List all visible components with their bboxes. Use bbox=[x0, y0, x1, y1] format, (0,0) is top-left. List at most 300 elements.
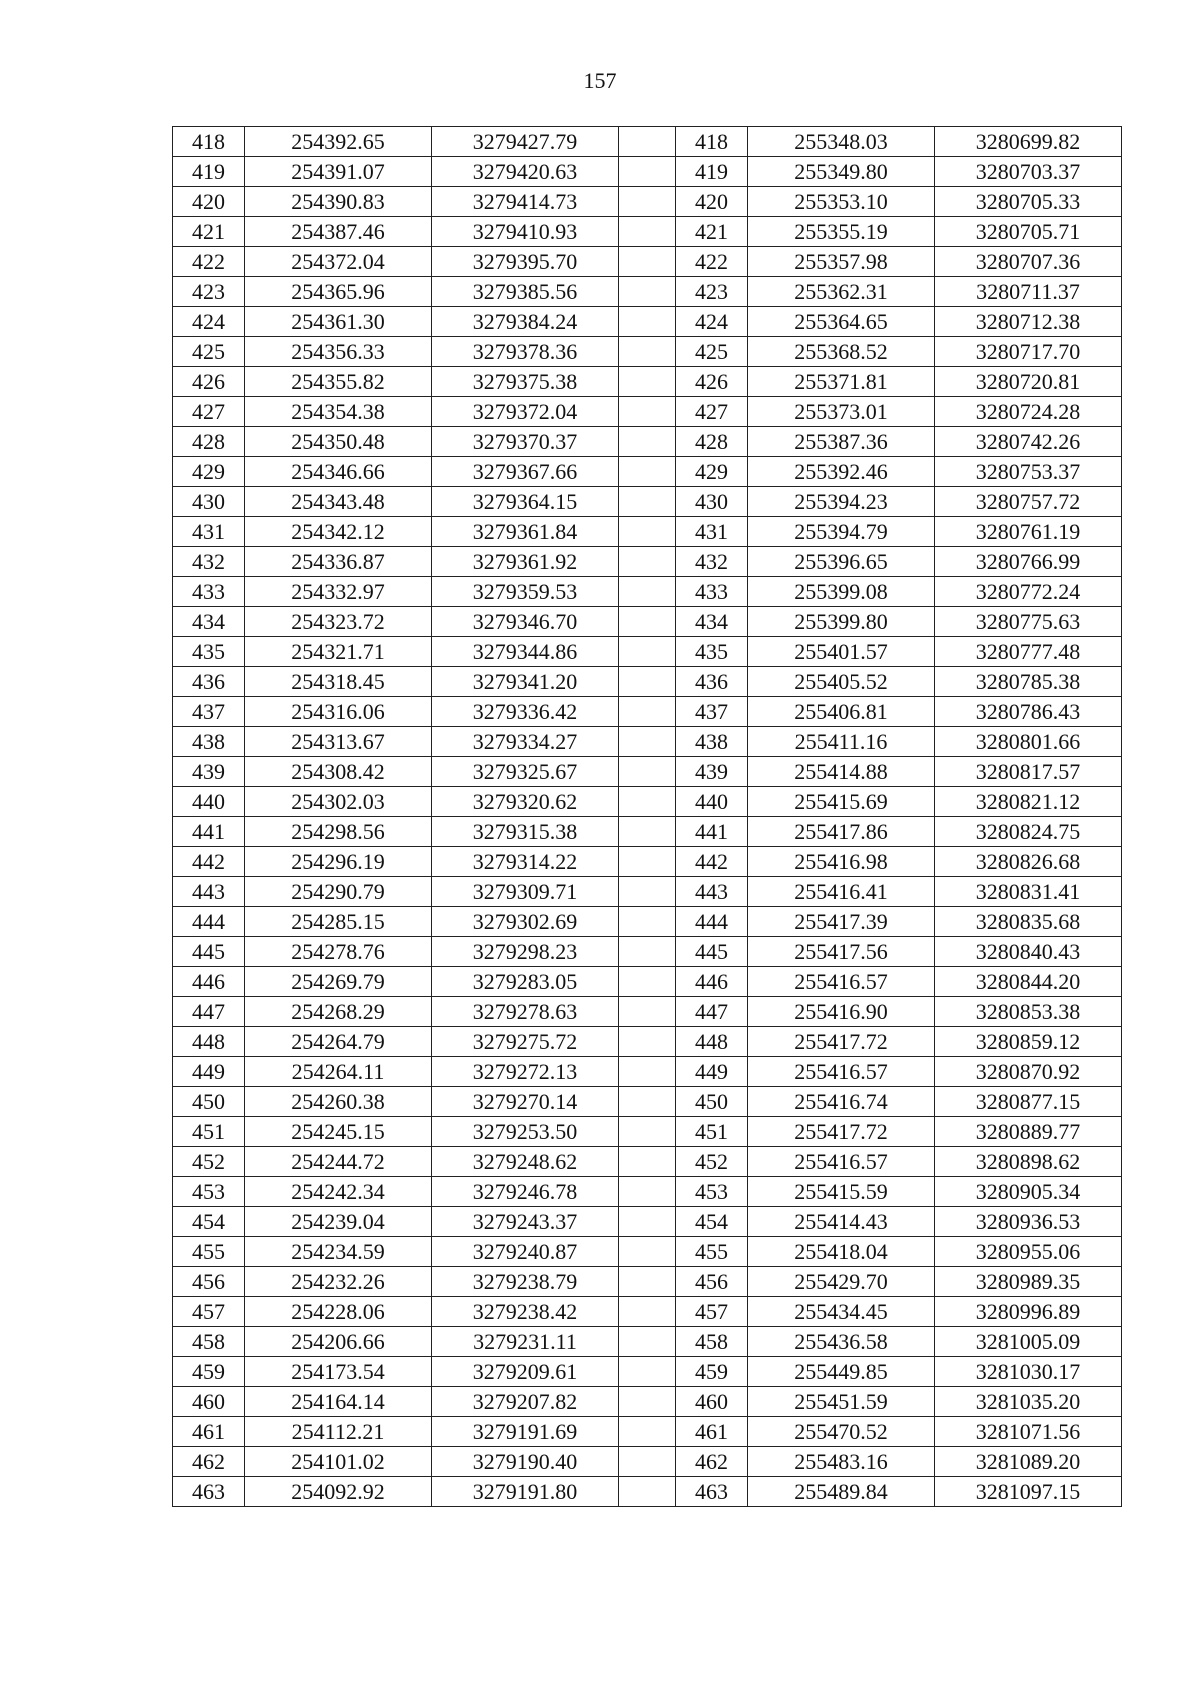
left-x-coordinate-cell: 254228.06 bbox=[245, 1297, 432, 1327]
left-point-number-cell: 454 bbox=[173, 1207, 245, 1237]
left-x-coordinate-cell: 254323.72 bbox=[245, 607, 432, 637]
right-y-coordinate-cell: 3280775.63 bbox=[935, 607, 1122, 637]
right-point-number-cell: 457 bbox=[676, 1297, 748, 1327]
spacer-cell bbox=[619, 1387, 676, 1417]
right-x-coordinate-cell: 255415.69 bbox=[748, 787, 935, 817]
left-y-coordinate-cell: 3279190.40 bbox=[432, 1447, 619, 1477]
left-point-number-cell: 441 bbox=[173, 817, 245, 847]
table-row bbox=[173, 367, 1122, 397]
left-y-coordinate-cell: 3279378.36 bbox=[432, 337, 619, 367]
left-y-coordinate-cell: 3279275.72 bbox=[432, 1027, 619, 1057]
table-row bbox=[173, 1087, 1122, 1117]
right-x-coordinate-cell: 255417.72 bbox=[748, 1027, 935, 1057]
right-y-coordinate-cell: 3280821.12 bbox=[935, 787, 1122, 817]
left-y-coordinate-cell: 3279367.66 bbox=[432, 457, 619, 487]
right-y-coordinate-cell: 3280889.77 bbox=[935, 1117, 1122, 1147]
spacer-cell bbox=[619, 367, 676, 397]
right-point-number-cell: 424 bbox=[676, 307, 748, 337]
right-y-coordinate-cell: 3280705.33 bbox=[935, 187, 1122, 217]
right-y-coordinate-cell: 3280898.62 bbox=[935, 1147, 1122, 1177]
left-x-coordinate-cell: 254361.30 bbox=[245, 307, 432, 337]
right-point-number-cell: 447 bbox=[676, 997, 748, 1027]
right-y-coordinate-cell: 3280853.38 bbox=[935, 997, 1122, 1027]
left-x-coordinate-cell: 254372.04 bbox=[245, 247, 432, 277]
left-point-number-cell: 427 bbox=[173, 397, 245, 427]
table-row bbox=[173, 727, 1122, 757]
right-y-coordinate-cell: 3280757.72 bbox=[935, 487, 1122, 517]
right-y-coordinate-cell: 3281035.20 bbox=[935, 1387, 1122, 1417]
right-point-number-cell: 462 bbox=[676, 1447, 748, 1477]
table-row bbox=[173, 907, 1122, 937]
left-point-number-cell: 453 bbox=[173, 1177, 245, 1207]
spacer-cell bbox=[619, 787, 676, 817]
right-x-coordinate-cell: 255349.80 bbox=[748, 157, 935, 187]
left-x-coordinate-cell: 254285.15 bbox=[245, 907, 432, 937]
right-x-coordinate-cell: 255357.98 bbox=[748, 247, 935, 277]
left-x-coordinate-cell: 254316.06 bbox=[245, 697, 432, 727]
right-x-coordinate-cell: 255364.65 bbox=[748, 307, 935, 337]
right-point-number-cell: 437 bbox=[676, 697, 748, 727]
spacer-cell bbox=[619, 1057, 676, 1087]
left-point-number-cell: 462 bbox=[173, 1447, 245, 1477]
left-y-coordinate-cell: 3279253.50 bbox=[432, 1117, 619, 1147]
right-y-coordinate-cell: 3280699.82 bbox=[935, 127, 1122, 157]
table-row bbox=[173, 697, 1122, 727]
left-x-coordinate-cell: 254321.71 bbox=[245, 637, 432, 667]
left-point-number-cell: 463 bbox=[173, 1477, 245, 1507]
left-point-number-cell: 423 bbox=[173, 277, 245, 307]
table-row bbox=[173, 1417, 1122, 1447]
right-point-number-cell: 460 bbox=[676, 1387, 748, 1417]
left-y-coordinate-cell: 3279302.69 bbox=[432, 907, 619, 937]
left-y-coordinate-cell: 3279246.78 bbox=[432, 1177, 619, 1207]
left-y-coordinate-cell: 3279298.23 bbox=[432, 937, 619, 967]
right-x-coordinate-cell: 255416.74 bbox=[748, 1087, 935, 1117]
spacer-cell bbox=[619, 397, 676, 427]
left-point-number-cell: 444 bbox=[173, 907, 245, 937]
table-row bbox=[173, 217, 1122, 247]
table-row bbox=[173, 307, 1122, 337]
left-y-coordinate-cell: 3279209.61 bbox=[432, 1357, 619, 1387]
left-x-coordinate-cell: 254268.29 bbox=[245, 997, 432, 1027]
left-y-coordinate-cell: 3279385.56 bbox=[432, 277, 619, 307]
left-y-coordinate-cell: 3279231.11 bbox=[432, 1327, 619, 1357]
page-number: 157 bbox=[583, 68, 617, 93]
spacer-cell bbox=[619, 637, 676, 667]
right-x-coordinate-cell: 255414.43 bbox=[748, 1207, 935, 1237]
table-row bbox=[173, 157, 1122, 187]
right-y-coordinate-cell: 3280707.36 bbox=[935, 247, 1122, 277]
left-y-coordinate-cell: 3279344.86 bbox=[432, 637, 619, 667]
left-x-coordinate-cell: 254350.48 bbox=[245, 427, 432, 457]
right-point-number-cell: 441 bbox=[676, 817, 748, 847]
table-row bbox=[173, 577, 1122, 607]
left-point-number-cell: 461 bbox=[173, 1417, 245, 1447]
left-x-coordinate-cell: 254242.34 bbox=[245, 1177, 432, 1207]
right-point-number-cell: 434 bbox=[676, 607, 748, 637]
spacer-cell bbox=[619, 997, 676, 1027]
left-point-number-cell: 426 bbox=[173, 367, 245, 397]
left-point-number-cell: 418 bbox=[173, 127, 245, 157]
right-x-coordinate-cell: 255405.52 bbox=[748, 667, 935, 697]
left-point-number-cell: 422 bbox=[173, 247, 245, 277]
table-row bbox=[173, 1117, 1122, 1147]
right-y-coordinate-cell: 3280772.24 bbox=[935, 577, 1122, 607]
spacer-cell bbox=[619, 1327, 676, 1357]
left-point-number-cell: 452 bbox=[173, 1147, 245, 1177]
left-y-coordinate-cell: 3279346.70 bbox=[432, 607, 619, 637]
table-row bbox=[173, 817, 1122, 847]
right-x-coordinate-cell: 255399.08 bbox=[748, 577, 935, 607]
left-y-coordinate-cell: 3279427.79 bbox=[432, 127, 619, 157]
table-row bbox=[173, 1207, 1122, 1237]
right-point-number-cell: 428 bbox=[676, 427, 748, 457]
right-point-number-cell: 440 bbox=[676, 787, 748, 817]
left-x-coordinate-cell: 254164.14 bbox=[245, 1387, 432, 1417]
right-x-coordinate-cell: 255392.46 bbox=[748, 457, 935, 487]
right-y-coordinate-cell: 3280786.43 bbox=[935, 697, 1122, 727]
left-x-coordinate-cell: 254391.07 bbox=[245, 157, 432, 187]
spacer-cell bbox=[619, 1027, 676, 1057]
left-y-coordinate-cell: 3279314.22 bbox=[432, 847, 619, 877]
left-point-number-cell: 443 bbox=[173, 877, 245, 907]
right-y-coordinate-cell: 3281071.56 bbox=[935, 1417, 1122, 1447]
left-y-coordinate-cell: 3279361.84 bbox=[432, 517, 619, 547]
right-point-number-cell: 443 bbox=[676, 877, 748, 907]
spacer-cell bbox=[619, 1447, 676, 1477]
spacer-cell bbox=[619, 547, 676, 577]
left-point-number-cell: 448 bbox=[173, 1027, 245, 1057]
left-x-coordinate-cell: 254264.11 bbox=[245, 1057, 432, 1087]
table-row bbox=[173, 937, 1122, 967]
right-point-number-cell: 448 bbox=[676, 1027, 748, 1057]
left-point-number-cell: 430 bbox=[173, 487, 245, 517]
spacer-cell bbox=[619, 187, 676, 217]
spacer-cell bbox=[619, 727, 676, 757]
spacer-cell bbox=[619, 937, 676, 967]
table-row bbox=[173, 637, 1122, 667]
right-x-coordinate-cell: 255483.16 bbox=[748, 1447, 935, 1477]
table-row bbox=[173, 967, 1122, 997]
right-point-number-cell: 459 bbox=[676, 1357, 748, 1387]
right-y-coordinate-cell: 3280705.71 bbox=[935, 217, 1122, 247]
left-x-coordinate-cell: 254244.72 bbox=[245, 1147, 432, 1177]
table-row bbox=[173, 427, 1122, 457]
table-row bbox=[173, 607, 1122, 637]
right-point-number-cell: 453 bbox=[676, 1177, 748, 1207]
right-x-coordinate-cell: 255416.57 bbox=[748, 967, 935, 997]
left-y-coordinate-cell: 3279384.24 bbox=[432, 307, 619, 337]
right-y-coordinate-cell: 3280717.70 bbox=[935, 337, 1122, 367]
left-y-coordinate-cell: 3279191.80 bbox=[432, 1477, 619, 1507]
table-row bbox=[173, 1447, 1122, 1477]
right-point-number-cell: 439 bbox=[676, 757, 748, 787]
spacer-cell bbox=[619, 337, 676, 367]
right-y-coordinate-cell: 3281030.17 bbox=[935, 1357, 1122, 1387]
right-x-coordinate-cell: 255417.39 bbox=[748, 907, 935, 937]
right-x-coordinate-cell: 255416.57 bbox=[748, 1147, 935, 1177]
right-y-coordinate-cell: 3280936.53 bbox=[935, 1207, 1122, 1237]
table-row bbox=[173, 397, 1122, 427]
spacer-cell bbox=[619, 577, 676, 607]
left-x-coordinate-cell: 254356.33 bbox=[245, 337, 432, 367]
spacer-cell bbox=[619, 307, 676, 337]
right-point-number-cell: 456 bbox=[676, 1267, 748, 1297]
table-row bbox=[173, 1057, 1122, 1087]
left-point-number-cell: 420 bbox=[173, 187, 245, 217]
right-point-number-cell: 461 bbox=[676, 1417, 748, 1447]
left-x-coordinate-cell: 254239.04 bbox=[245, 1207, 432, 1237]
right-y-coordinate-cell: 3280870.92 bbox=[935, 1057, 1122, 1087]
right-point-number-cell: 445 bbox=[676, 937, 748, 967]
left-x-coordinate-cell: 254343.48 bbox=[245, 487, 432, 517]
left-y-coordinate-cell: 3279278.63 bbox=[432, 997, 619, 1027]
coordinates-table bbox=[172, 126, 1122, 1507]
left-point-number-cell: 429 bbox=[173, 457, 245, 487]
right-point-number-cell: 431 bbox=[676, 517, 748, 547]
table-row bbox=[173, 667, 1122, 697]
left-x-coordinate-cell: 254112.21 bbox=[245, 1417, 432, 1447]
right-x-coordinate-cell: 255416.41 bbox=[748, 877, 935, 907]
left-y-coordinate-cell: 3279364.15 bbox=[432, 487, 619, 517]
right-y-coordinate-cell: 3280826.68 bbox=[935, 847, 1122, 877]
right-y-coordinate-cell: 3280703.37 bbox=[935, 157, 1122, 187]
left-point-number-cell: 456 bbox=[173, 1267, 245, 1297]
right-x-coordinate-cell: 255414.88 bbox=[748, 757, 935, 787]
table-row bbox=[173, 1237, 1122, 1267]
left-x-coordinate-cell: 254302.03 bbox=[245, 787, 432, 817]
right-point-number-cell: 463 bbox=[676, 1477, 748, 1507]
right-x-coordinate-cell: 255449.85 bbox=[748, 1357, 935, 1387]
spacer-cell bbox=[619, 847, 676, 877]
right-x-coordinate-cell: 255434.45 bbox=[748, 1297, 935, 1327]
spacer-cell bbox=[619, 157, 676, 187]
left-y-coordinate-cell: 3279375.38 bbox=[432, 367, 619, 397]
right-point-number-cell: 422 bbox=[676, 247, 748, 277]
left-point-number-cell: 449 bbox=[173, 1057, 245, 1087]
right-y-coordinate-cell: 3280777.48 bbox=[935, 637, 1122, 667]
right-x-coordinate-cell: 255401.57 bbox=[748, 637, 935, 667]
left-y-coordinate-cell: 3279336.42 bbox=[432, 697, 619, 727]
left-point-number-cell: 436 bbox=[173, 667, 245, 697]
spacer-cell bbox=[619, 1147, 676, 1177]
spacer-cell bbox=[619, 277, 676, 307]
left-x-coordinate-cell: 254092.92 bbox=[245, 1477, 432, 1507]
left-y-coordinate-cell: 3279248.62 bbox=[432, 1147, 619, 1177]
left-point-number-cell: 419 bbox=[173, 157, 245, 187]
right-x-coordinate-cell: 255489.84 bbox=[748, 1477, 935, 1507]
right-point-number-cell: 426 bbox=[676, 367, 748, 397]
left-y-coordinate-cell: 3279334.27 bbox=[432, 727, 619, 757]
right-y-coordinate-cell: 3280840.43 bbox=[935, 937, 1122, 967]
left-x-coordinate-cell: 254387.46 bbox=[245, 217, 432, 247]
table-row bbox=[173, 787, 1122, 817]
right-y-coordinate-cell: 3280905.34 bbox=[935, 1177, 1122, 1207]
left-y-coordinate-cell: 3279372.04 bbox=[432, 397, 619, 427]
left-x-coordinate-cell: 254392.65 bbox=[245, 127, 432, 157]
right-x-coordinate-cell: 255355.19 bbox=[748, 217, 935, 247]
left-x-coordinate-cell: 254332.97 bbox=[245, 577, 432, 607]
right-x-coordinate-cell: 255348.03 bbox=[748, 127, 935, 157]
right-x-coordinate-cell: 255371.81 bbox=[748, 367, 935, 397]
spacer-cell bbox=[619, 427, 676, 457]
right-y-coordinate-cell: 3280996.89 bbox=[935, 1297, 1122, 1327]
right-point-number-cell: 438 bbox=[676, 727, 748, 757]
right-y-coordinate-cell: 3280711.37 bbox=[935, 277, 1122, 307]
left-y-coordinate-cell: 3279325.67 bbox=[432, 757, 619, 787]
right-x-coordinate-cell: 255373.01 bbox=[748, 397, 935, 427]
table-row bbox=[173, 187, 1122, 217]
right-y-coordinate-cell: 3280824.75 bbox=[935, 817, 1122, 847]
right-x-coordinate-cell: 255418.04 bbox=[748, 1237, 935, 1267]
left-y-coordinate-cell: 3279341.20 bbox=[432, 667, 619, 697]
right-point-number-cell: 454 bbox=[676, 1207, 748, 1237]
spacer-cell bbox=[619, 1117, 676, 1147]
left-point-number-cell: 434 bbox=[173, 607, 245, 637]
spacer-cell bbox=[619, 667, 676, 697]
left-y-coordinate-cell: 3279238.79 bbox=[432, 1267, 619, 1297]
left-point-number-cell: 445 bbox=[173, 937, 245, 967]
left-x-coordinate-cell: 254290.79 bbox=[245, 877, 432, 907]
left-point-number-cell: 424 bbox=[173, 307, 245, 337]
spacer-cell bbox=[619, 967, 676, 997]
right-point-number-cell: 451 bbox=[676, 1117, 748, 1147]
left-y-coordinate-cell: 3279370.37 bbox=[432, 427, 619, 457]
table-row bbox=[173, 1267, 1122, 1297]
table-row bbox=[173, 457, 1122, 487]
table-row bbox=[173, 247, 1122, 277]
left-y-coordinate-cell: 3279359.53 bbox=[432, 577, 619, 607]
left-point-number-cell: 451 bbox=[173, 1117, 245, 1147]
spacer-cell bbox=[619, 1357, 676, 1387]
table-row bbox=[173, 517, 1122, 547]
left-point-number-cell: 428 bbox=[173, 427, 245, 457]
table-row bbox=[173, 847, 1122, 877]
spacer-cell bbox=[619, 877, 676, 907]
right-y-coordinate-cell: 3280835.68 bbox=[935, 907, 1122, 937]
left-x-coordinate-cell: 254308.42 bbox=[245, 757, 432, 787]
right-x-coordinate-cell: 255416.98 bbox=[748, 847, 935, 877]
right-y-coordinate-cell: 3281097.15 bbox=[935, 1477, 1122, 1507]
left-x-coordinate-cell: 254313.67 bbox=[245, 727, 432, 757]
left-x-coordinate-cell: 254269.79 bbox=[245, 967, 432, 997]
right-point-number-cell: 442 bbox=[676, 847, 748, 877]
right-y-coordinate-cell: 3280742.26 bbox=[935, 427, 1122, 457]
left-point-number-cell: 438 bbox=[173, 727, 245, 757]
left-point-number-cell: 432 bbox=[173, 547, 245, 577]
right-y-coordinate-cell: 3280753.37 bbox=[935, 457, 1122, 487]
right-y-coordinate-cell: 3280720.81 bbox=[935, 367, 1122, 397]
spacer-cell bbox=[619, 457, 676, 487]
right-x-coordinate-cell: 255394.79 bbox=[748, 517, 935, 547]
left-y-coordinate-cell: 3279420.63 bbox=[432, 157, 619, 187]
right-x-coordinate-cell: 255417.72 bbox=[748, 1117, 935, 1147]
right-point-number-cell: 432 bbox=[676, 547, 748, 577]
spacer-cell bbox=[619, 1177, 676, 1207]
left-y-coordinate-cell: 3279414.73 bbox=[432, 187, 619, 217]
left-y-coordinate-cell: 3279238.42 bbox=[432, 1297, 619, 1327]
right-point-number-cell: 455 bbox=[676, 1237, 748, 1267]
right-point-number-cell: 450 bbox=[676, 1087, 748, 1117]
left-point-number-cell: 460 bbox=[173, 1387, 245, 1417]
spacer-cell bbox=[619, 247, 676, 277]
right-y-coordinate-cell: 3280712.38 bbox=[935, 307, 1122, 337]
left-point-number-cell: 450 bbox=[173, 1087, 245, 1117]
left-x-coordinate-cell: 254354.38 bbox=[245, 397, 432, 427]
left-x-coordinate-cell: 254101.02 bbox=[245, 1447, 432, 1477]
left-y-coordinate-cell: 3279395.70 bbox=[432, 247, 619, 277]
left-y-coordinate-cell: 3279361.92 bbox=[432, 547, 619, 577]
spacer-cell bbox=[619, 817, 676, 847]
left-y-coordinate-cell: 3279315.38 bbox=[432, 817, 619, 847]
right-point-number-cell: 433 bbox=[676, 577, 748, 607]
spacer-cell bbox=[619, 907, 676, 937]
left-y-coordinate-cell: 3279240.87 bbox=[432, 1237, 619, 1267]
table-row bbox=[173, 1177, 1122, 1207]
right-point-number-cell: 421 bbox=[676, 217, 748, 247]
table-row bbox=[173, 997, 1122, 1027]
right-x-coordinate-cell: 255417.86 bbox=[748, 817, 935, 847]
spacer-cell bbox=[619, 757, 676, 787]
left-x-coordinate-cell: 254206.66 bbox=[245, 1327, 432, 1357]
table-row bbox=[173, 127, 1122, 157]
table-row bbox=[173, 1027, 1122, 1057]
table-row bbox=[173, 1327, 1122, 1357]
right-y-coordinate-cell: 3280859.12 bbox=[935, 1027, 1122, 1057]
left-x-coordinate-cell: 254342.12 bbox=[245, 517, 432, 547]
left-y-coordinate-cell: 3279272.13 bbox=[432, 1057, 619, 1087]
right-x-coordinate-cell: 255451.59 bbox=[748, 1387, 935, 1417]
left-y-coordinate-cell: 3279410.93 bbox=[432, 217, 619, 247]
right-point-number-cell: 423 bbox=[676, 277, 748, 307]
left-x-coordinate-cell: 254264.79 bbox=[245, 1027, 432, 1057]
left-y-coordinate-cell: 3279309.71 bbox=[432, 877, 619, 907]
spacer-cell bbox=[619, 1297, 676, 1327]
left-point-number-cell: 447 bbox=[173, 997, 245, 1027]
right-y-coordinate-cell: 3280801.66 bbox=[935, 727, 1122, 757]
left-point-number-cell: 437 bbox=[173, 697, 245, 727]
left-x-coordinate-cell: 254232.26 bbox=[245, 1267, 432, 1297]
left-point-number-cell: 442 bbox=[173, 847, 245, 877]
left-x-coordinate-cell: 254278.76 bbox=[245, 937, 432, 967]
right-point-number-cell: 420 bbox=[676, 187, 748, 217]
left-point-number-cell: 421 bbox=[173, 217, 245, 247]
right-x-coordinate-cell: 255394.23 bbox=[748, 487, 935, 517]
spacer-cell bbox=[619, 1267, 676, 1297]
spacer-cell bbox=[619, 127, 676, 157]
spacer-cell bbox=[619, 607, 676, 637]
table-row bbox=[173, 757, 1122, 787]
left-point-number-cell: 433 bbox=[173, 577, 245, 607]
left-x-coordinate-cell: 254245.15 bbox=[245, 1117, 432, 1147]
left-y-coordinate-cell: 3279207.82 bbox=[432, 1387, 619, 1417]
right-point-number-cell: 444 bbox=[676, 907, 748, 937]
right-point-number-cell: 449 bbox=[676, 1057, 748, 1087]
left-y-coordinate-cell: 3279191.69 bbox=[432, 1417, 619, 1447]
left-x-coordinate-cell: 254260.38 bbox=[245, 1087, 432, 1117]
right-y-coordinate-cell: 3280724.28 bbox=[935, 397, 1122, 427]
left-point-number-cell: 435 bbox=[173, 637, 245, 667]
left-point-number-cell: 425 bbox=[173, 337, 245, 367]
table-row bbox=[173, 487, 1122, 517]
right-y-coordinate-cell: 3281089.20 bbox=[935, 1447, 1122, 1477]
right-point-number-cell: 435 bbox=[676, 637, 748, 667]
right-x-coordinate-cell: 255416.90 bbox=[748, 997, 935, 1027]
right-point-number-cell: 427 bbox=[676, 397, 748, 427]
right-point-number-cell: 419 bbox=[676, 157, 748, 187]
left-x-coordinate-cell: 254173.54 bbox=[245, 1357, 432, 1387]
left-x-coordinate-cell: 254336.87 bbox=[245, 547, 432, 577]
